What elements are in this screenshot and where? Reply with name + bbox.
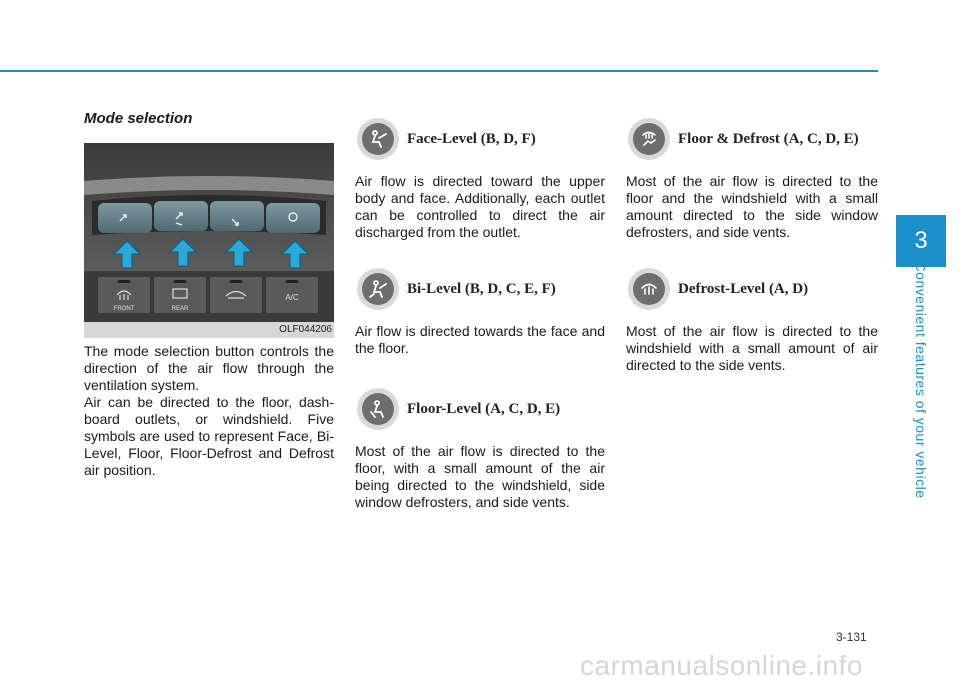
- mode-button-bilevel[interactable]: [154, 201, 208, 231]
- ac-label: A/C: [285, 293, 299, 302]
- mode-heading-label: Defrost-Level (A, D): [678, 280, 809, 297]
- figure-code: OLF044206: [84, 322, 334, 338]
- bi-level-icon: [357, 268, 399, 310]
- defrost-level-icon: [628, 268, 670, 310]
- mode-text-bilevel: Air flow is directed towards the face and the floor.: [355, 323, 605, 356]
- chapter-tab[interactable]: 3: [896, 215, 946, 267]
- section-title: Mode selection: [84, 110, 193, 127]
- mode-heading-label: Floor-Level (A, C, D, E): [407, 400, 561, 417]
- mode-heading-floor-defrost: [628, 118, 859, 160]
- rear-label: REAR: [171, 306, 189, 312]
- mode-panel-figure: [84, 143, 334, 323]
- chapter-title: Convenient features of your vehicle: [913, 261, 929, 499]
- watermark: carmanualsonline.info: [580, 650, 863, 681]
- face-level-icon: [357, 118, 399, 160]
- mode-button-defrost[interactable]: [266, 203, 320, 233]
- intro-paragraph: The mode selection button controls the direction of the air flow through the ventilation system.: [84, 343, 334, 393]
- mode-heading-label: Floor & Defrost (A, C, D, E): [678, 130, 859, 147]
- mode-heading-label: Bi-Level (B, D, C, E, F): [407, 280, 556, 297]
- header-rule: [0, 70, 878, 72]
- front-label: FRONT: [113, 306, 135, 312]
- mode-text-defrost: Most of the air flow is directed to the windshield with a small amount of air directed to the side vents.: [626, 323, 878, 373]
- mode-heading-label: Face-Level (B, D, F): [407, 130, 536, 147]
- mode-panel-illustration: [84, 143, 334, 323]
- mode-heading-floor: [357, 388, 560, 430]
- mode-text-face: Air flow is directed toward the upper body and face. Additionally, each outlet can be controlled to direct the air discharged from the outlet.: [355, 173, 605, 240]
- floor-defrost-icon: [628, 118, 670, 160]
- mode-text-floor-defrost: Most of the air flow is directed to the floor and the windshield with a small amount directed to the side window defrosters, and side vents.: [626, 173, 878, 240]
- mode-heading-defrost: [628, 268, 808, 310]
- mode-heading-face: [357, 118, 536, 160]
- floor-level-icon: [357, 388, 399, 430]
- mode-heading-bilevel: [357, 268, 556, 310]
- mode-button-floor[interactable]: [210, 201, 264, 231]
- mode-text-floor: Most of the air flow is directed to the floor, with a small amount of the air being directed to the windshield, side window defrosters, and side vents.: [355, 443, 605, 510]
- page-number: 3-131: [836, 630, 867, 644]
- mode-button-face[interactable]: [98, 203, 152, 233]
- description-paragraph: Air can be directed to the floor, dash-board outlets, or windshield. Five symbols are used to represent Face, Bi-Level, Floor, Floor-Defrost and Defrost air position.: [84, 394, 334, 478]
